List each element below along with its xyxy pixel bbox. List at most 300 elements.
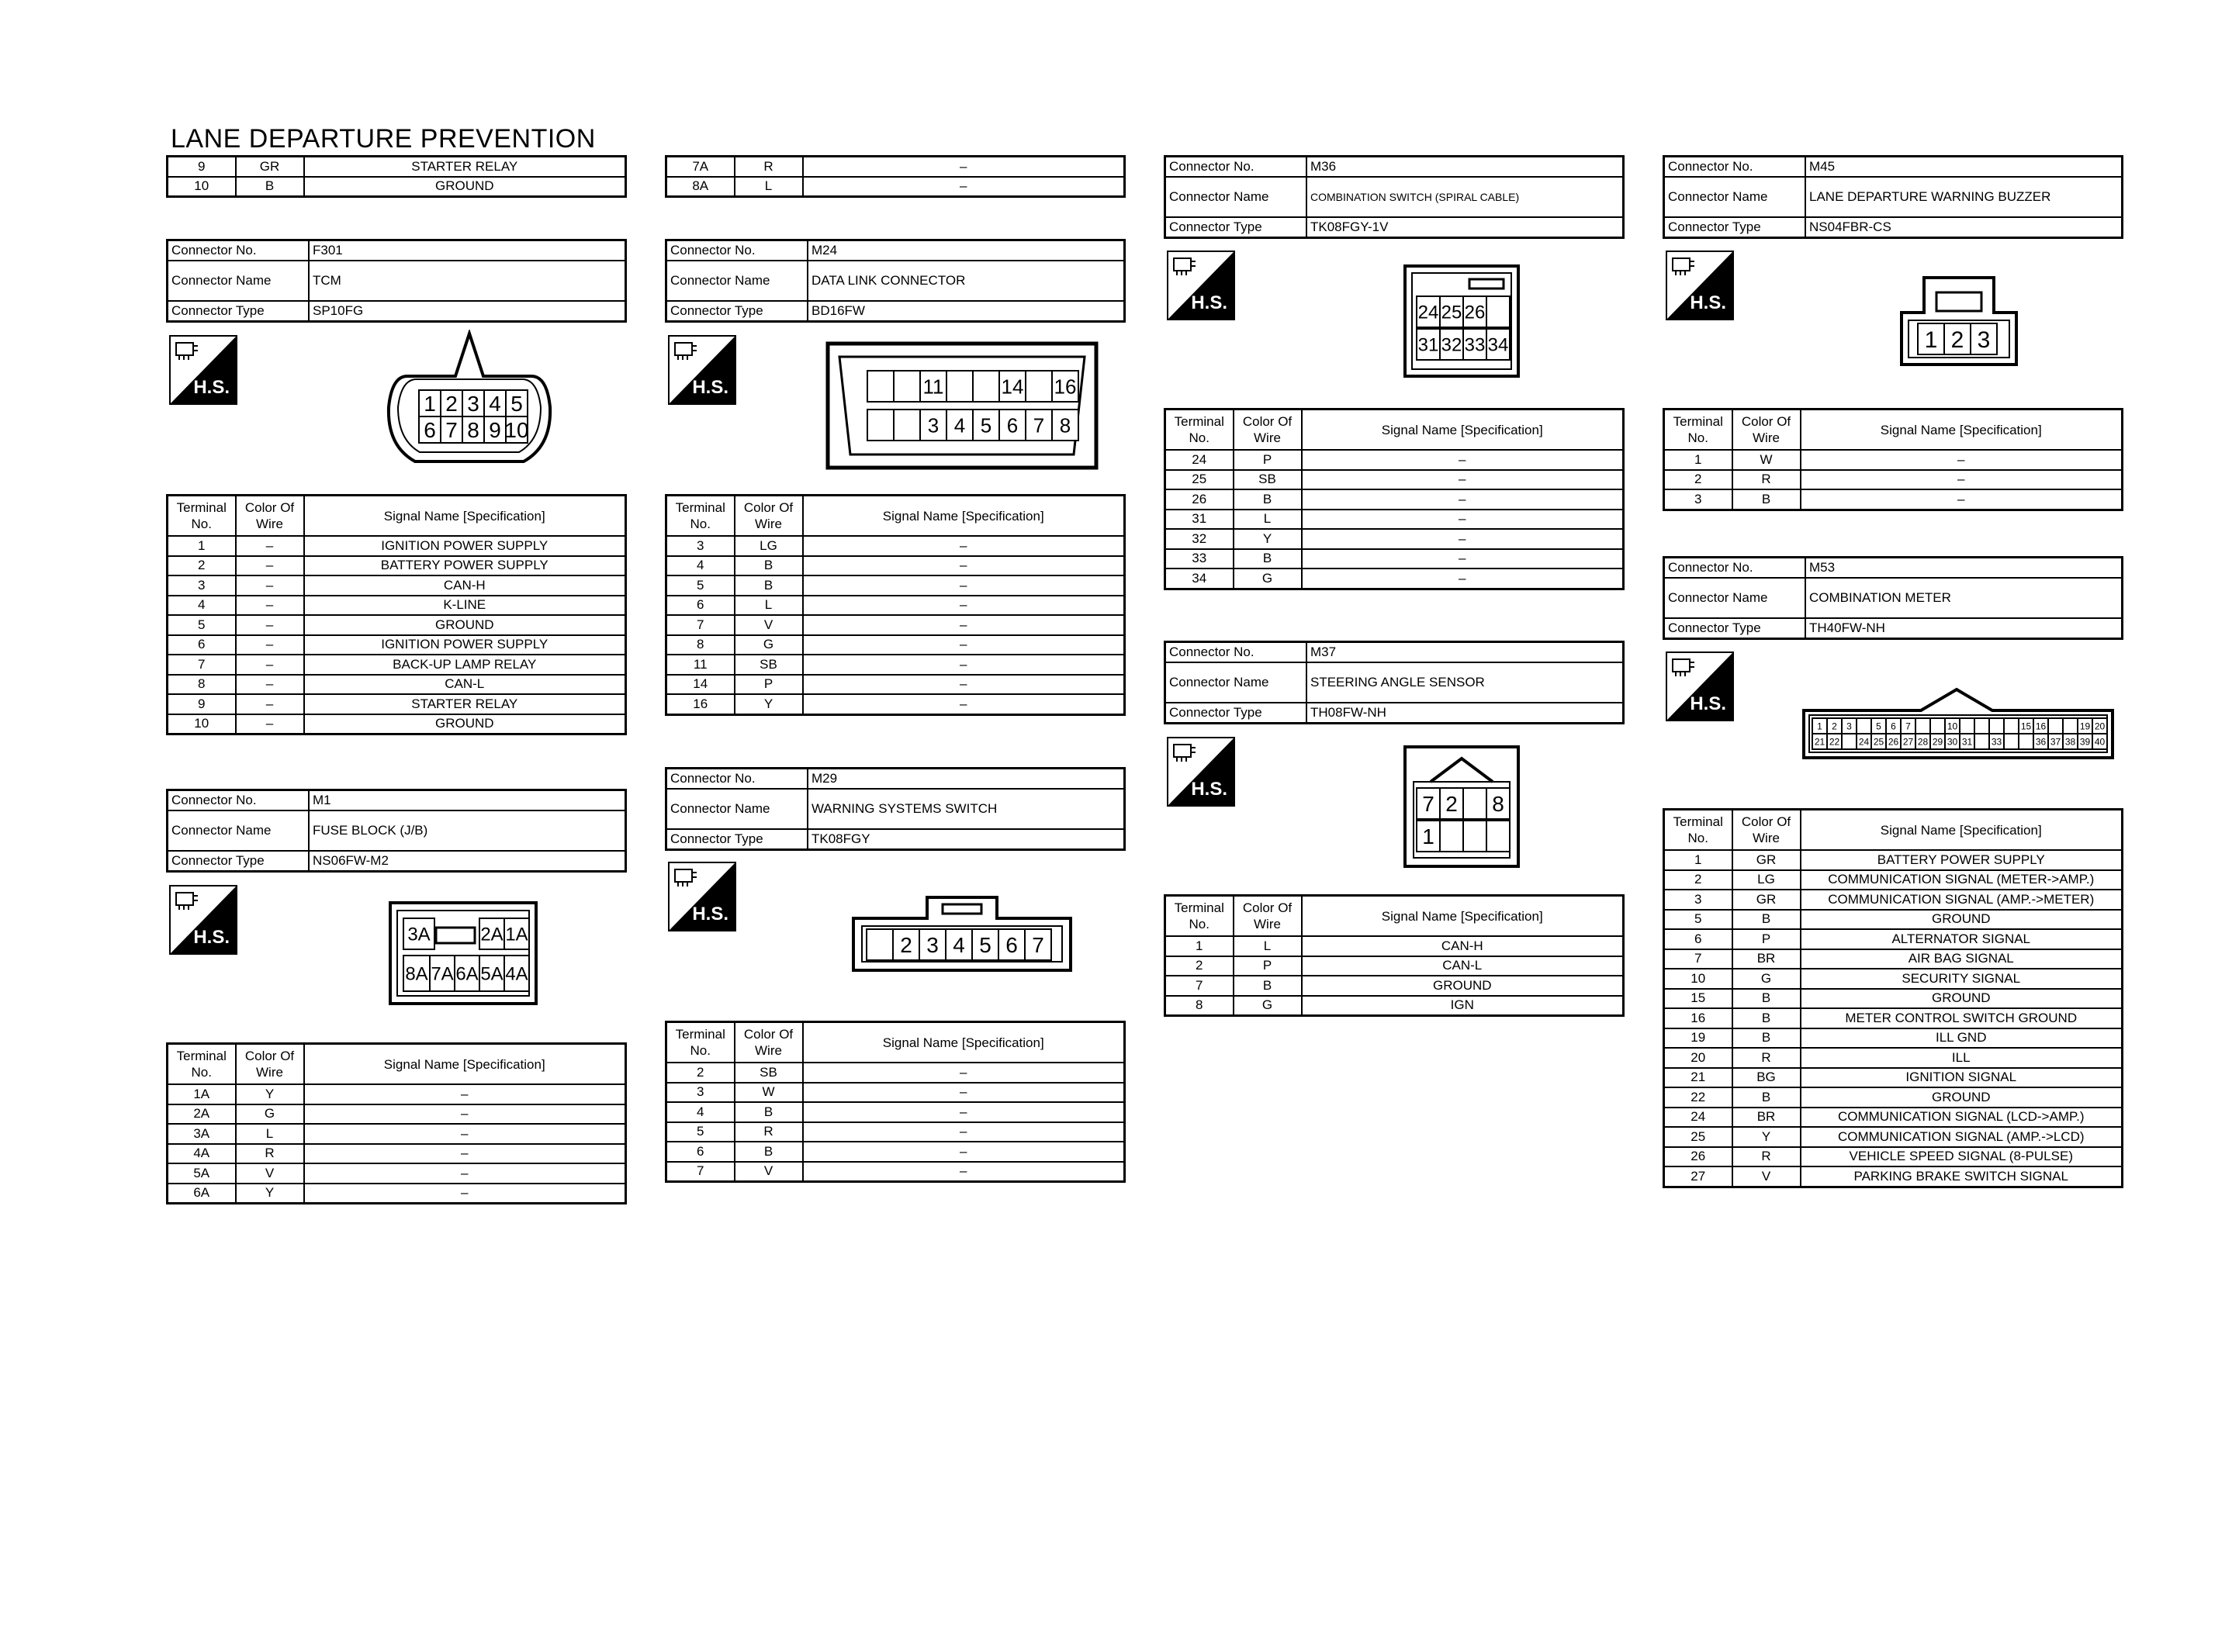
terminal-no-cell: 19 xyxy=(1664,1028,1732,1049)
connector-name-value: STEERING ANGLE SENSOR xyxy=(1306,662,1624,703)
terminal-no-cell: 2 xyxy=(666,1063,735,1083)
pin-label: 5 xyxy=(980,413,992,437)
table-row xyxy=(666,1122,1125,1142)
connector-name-label: Connector Name xyxy=(1664,578,1806,618)
connector-type-label: Connector Type xyxy=(168,851,310,872)
signal-name-cell: – xyxy=(1302,549,1624,569)
signal-name-cell: – xyxy=(803,575,1125,596)
table-row xyxy=(1664,1147,2123,1167)
connector-type-label: Connector Type xyxy=(666,301,808,322)
signal-name-cell: – xyxy=(1302,450,1624,470)
signal-name-cell: METER CONTROL SWITCH GROUND xyxy=(1801,1008,2123,1028)
signal-name-cell: GROUND xyxy=(304,177,626,197)
signal-name-cell: – xyxy=(803,1083,1125,1103)
pin-label: 25 xyxy=(1441,302,1462,323)
connector-name-value: LANE DEPARTURE WARNING BUZZER xyxy=(1805,177,2123,217)
signal-name-cell: IGNITION POWER SUPPLY xyxy=(304,536,626,556)
pin-label: 8 xyxy=(1492,792,1504,817)
table-row xyxy=(1165,529,1624,549)
wire-color-cell: R xyxy=(1732,470,1801,490)
terminal-no-cell: 7 xyxy=(1664,949,1732,969)
signal-name-cell: STARTER RELAY xyxy=(304,694,626,714)
pin-cell xyxy=(1974,734,1989,749)
terminal-no-cell: 7 xyxy=(1165,976,1234,996)
pin-label: 31 xyxy=(1961,736,1973,748)
pin-cell xyxy=(973,371,999,402)
terminal-no-cell: 8A xyxy=(666,177,735,197)
terminal-no-header: Terminal No. xyxy=(1165,410,1234,451)
connector-type-value: TK08FGY xyxy=(808,829,1125,850)
pin-label: 1A xyxy=(505,924,528,945)
signal-name-cell: CAN-H xyxy=(1302,936,1624,956)
m45-connector-face xyxy=(1899,275,2019,367)
wire-color-cell: GR xyxy=(1732,890,1801,910)
pin-label: 26 xyxy=(1464,302,1486,323)
pin-label: 29 xyxy=(1932,736,1943,748)
wire-color-cell: B xyxy=(735,1102,803,1122)
pin-label: 22 xyxy=(1829,736,1840,748)
table-row xyxy=(666,655,1125,675)
terminal-no-cell: 4 xyxy=(666,1102,735,1122)
pin-label: 28 xyxy=(1917,736,1929,748)
wire-color-cell: V xyxy=(236,1163,304,1184)
pin-label: 2 xyxy=(1950,327,1964,353)
wire-color-cell: P xyxy=(735,675,803,695)
pin-label: 14 xyxy=(1001,375,1024,399)
connector-name-value: DATA LINK CONNECTOR xyxy=(808,261,1125,301)
terminal-no-cell: 9 xyxy=(168,694,236,714)
signal-name-cell: COMMUNICATION SIGNAL (METER->AMP.) xyxy=(1801,870,2123,890)
wire-color-cell: V xyxy=(1732,1166,1801,1187)
wire-color-cell: L xyxy=(236,1124,304,1144)
wire-color-cell: – xyxy=(236,556,304,576)
signal-name-cell: COMMUNICATION SIGNAL (AMP.->LCD) xyxy=(1801,1127,2123,1147)
signal-name-cell: – xyxy=(304,1184,626,1204)
terminal-no-cell: 20 xyxy=(1664,1048,1732,1068)
m29-signal-block xyxy=(665,1021,1126,1183)
pin-label: 3 xyxy=(927,413,940,437)
signal-name-cell: GROUND xyxy=(304,615,626,635)
signal-name-cell: – xyxy=(803,655,1125,675)
color-of-wire-header: Color Of Wire xyxy=(735,1022,803,1063)
connector-name-value: COMBINATION SWITCH (SPIRAL CABLE) xyxy=(1306,177,1624,217)
m24-connector-face xyxy=(825,341,1099,470)
wire-color-cell: L xyxy=(735,596,803,616)
connector-f301 xyxy=(166,239,627,323)
pin-label: 10 xyxy=(504,418,529,443)
pin-label: 5 xyxy=(510,392,523,416)
connector-no-value: M53 xyxy=(1805,558,2123,579)
terminal-no-header: Terminal No. xyxy=(1664,410,1732,451)
pin-label: 2A xyxy=(480,924,504,945)
m1-signal-table xyxy=(166,1042,627,1204)
m53-signal-block xyxy=(1663,808,2123,1188)
connector-name-label: Connector Name xyxy=(1664,177,1806,217)
signal-name-cell: – xyxy=(803,157,1125,177)
connector-no-value: M37 xyxy=(1306,642,1624,663)
table-row xyxy=(1165,956,1624,976)
signal-name-header: Signal Name [Specification] xyxy=(803,1022,1125,1063)
terminal-no-cell: 1 xyxy=(1664,450,1732,470)
wire-color-cell: B xyxy=(1732,489,1801,510)
table-row xyxy=(168,635,626,655)
terminal-no-cell: 1 xyxy=(1664,850,1732,870)
connector-m37 xyxy=(1164,641,1625,724)
terminal-no-header: Terminal No. xyxy=(1165,896,1234,937)
table-row xyxy=(168,1184,626,1204)
pin-cell xyxy=(1486,296,1510,327)
pin-label: 33 xyxy=(1991,736,2002,748)
pin-cell xyxy=(894,371,920,402)
table-row xyxy=(666,157,1125,177)
table-row xyxy=(666,575,1125,596)
terminal-no-cell: 33 xyxy=(1165,549,1234,569)
terminal-no-cell: 2 xyxy=(168,556,236,576)
pin-label: 16 xyxy=(2035,721,2047,732)
signal-name-cell: – xyxy=(304,1163,626,1184)
connector-name-label: Connector Name xyxy=(168,261,310,301)
table-row xyxy=(168,1104,626,1125)
wire-color-cell: L xyxy=(1234,936,1302,956)
wire-color-cell: Y xyxy=(1234,529,1302,549)
pin-label: 30 xyxy=(1947,736,1958,748)
terminal-no-cell: 2 xyxy=(1664,870,1732,890)
signal-name-header: Signal Name [Specification] xyxy=(304,496,626,537)
connector-header xyxy=(166,789,627,873)
table-row xyxy=(1664,1127,2123,1147)
pin-cell xyxy=(1486,821,1510,852)
signal-name-cell: – xyxy=(1302,470,1624,490)
pin-label: 3 xyxy=(926,933,939,958)
table-row xyxy=(666,1102,1125,1122)
table-row xyxy=(666,536,1125,556)
connector-type-value: TH08FW-NH xyxy=(1306,703,1624,724)
pin-label: 38 xyxy=(2064,736,2076,748)
terminal-no-cell: 3 xyxy=(666,1083,735,1103)
pin-label: 31 xyxy=(1417,334,1439,356)
connector-name-label: Connector Name xyxy=(168,810,310,851)
table-row xyxy=(1165,510,1624,530)
hs-icon: H.S. xyxy=(668,862,736,931)
table-row xyxy=(1664,910,2123,930)
signal-name-cell: PARKING BRAKE SWITCH SIGNAL xyxy=(1801,1166,2123,1187)
pin-cell xyxy=(1989,718,2004,734)
table-row xyxy=(1165,489,1624,510)
pin-cell xyxy=(1915,718,1930,734)
wire-color-cell: B xyxy=(1732,1028,1801,1049)
signal-name-cell: – xyxy=(803,1162,1125,1182)
pin-label: 1 xyxy=(1817,721,1822,732)
m29-signal-table xyxy=(665,1021,1126,1183)
m36-signal-table xyxy=(1164,408,1625,590)
pin-label: 7 xyxy=(1033,413,1045,437)
pin-label: 6 xyxy=(424,418,436,443)
wire-color-cell: BG xyxy=(1732,1068,1801,1088)
wire-color-cell: Y xyxy=(236,1184,304,1204)
signal-name-cell: GROUND xyxy=(304,714,626,734)
table-row xyxy=(1664,1028,2123,1049)
table-row xyxy=(1664,969,2123,989)
signal-name-cell: – xyxy=(304,1084,626,1104)
pin-label: 24 xyxy=(1417,302,1439,323)
pin-label: 3A xyxy=(407,924,431,945)
connector-type-label: Connector Type xyxy=(1165,703,1307,724)
signal-name-cell: – xyxy=(1801,450,2123,470)
connector-type-value: TK08FGY-1V xyxy=(1306,217,1624,238)
pin-label: 26 xyxy=(1888,736,1899,748)
pin-cell xyxy=(1463,821,1486,852)
f301-continuation xyxy=(166,155,627,198)
connector-header xyxy=(1663,556,2123,640)
terminal-no-cell: 7A xyxy=(666,157,735,177)
terminal-no-cell: 7 xyxy=(168,655,236,675)
pin-label: 7A xyxy=(431,963,454,985)
terminal-no-cell: 3 xyxy=(1664,890,1732,910)
signal-name-cell: VEHICLE SPEED SIGNAL (8-PULSE) xyxy=(1801,1147,2123,1167)
table-row xyxy=(168,694,626,714)
signal-name-header: Signal Name [Specification] xyxy=(1302,896,1624,937)
harness-connector-icon xyxy=(1172,741,1197,763)
table-row xyxy=(666,596,1125,616)
connector-m29 xyxy=(665,767,1126,851)
terminal-no-cell: 1A xyxy=(168,1084,236,1104)
table-row xyxy=(168,575,626,596)
terminal-no-cell: 26 xyxy=(1165,489,1234,510)
wire-color-cell: R xyxy=(1732,1147,1801,1167)
connector-no-label: Connector No. xyxy=(666,240,808,261)
wire-color-cell: – xyxy=(236,575,304,596)
connector-name-value: FUSE BLOCK (J/B) xyxy=(309,810,626,851)
signal-name-cell: CAN-L xyxy=(1302,956,1624,976)
pin-label: 5A xyxy=(480,963,504,985)
connector-header xyxy=(1164,641,1625,724)
pin-label: 5 xyxy=(1876,721,1881,732)
m24-signal-table xyxy=(665,494,1126,716)
table-row xyxy=(666,675,1125,695)
pin-label: 4 xyxy=(953,933,965,958)
m53-signal-table xyxy=(1663,808,2123,1188)
table-row xyxy=(1165,569,1624,589)
connector-no-label: Connector No. xyxy=(1165,642,1307,663)
hs-icon: H.S. xyxy=(1167,737,1235,807)
terminal-no-cell: 2 xyxy=(1664,470,1732,490)
terminal-no-cell: 2 xyxy=(1165,956,1234,976)
pin-label: 1 xyxy=(424,392,436,416)
m29-connector-face xyxy=(851,895,1073,973)
harness-connector-icon xyxy=(1671,255,1696,277)
wire-color-cell: BR xyxy=(1732,1108,1801,1128)
color-of-wire-header: Color Of Wire xyxy=(1234,896,1302,937)
terminal-no-cell: 21 xyxy=(1664,1068,1732,1088)
terminal-no-cell: 24 xyxy=(1664,1108,1732,1128)
table-row xyxy=(168,655,626,675)
terminal-no-cell: 25 xyxy=(1165,470,1234,490)
pin-cell xyxy=(2048,718,2063,734)
pin-cell xyxy=(867,371,894,402)
m36-connector-face xyxy=(1403,262,1521,378)
terminal-no-cell: 11 xyxy=(666,655,735,675)
color-of-wire-header: Color Of Wire xyxy=(1234,410,1302,451)
table-row xyxy=(1664,949,2123,969)
color-of-wire-header: Color Of Wire xyxy=(236,496,304,537)
wire-color-cell: B xyxy=(1234,549,1302,569)
pin-cell xyxy=(867,929,893,960)
terminal-no-cell: 14 xyxy=(666,675,735,695)
pin-cell xyxy=(867,410,894,441)
connector-m36 xyxy=(1164,155,1625,239)
table-row xyxy=(168,177,626,197)
connector-no-value: F301 xyxy=(309,240,626,261)
connector-m1 xyxy=(166,789,627,873)
wire-color-cell: – xyxy=(236,694,304,714)
pin-label: 8 xyxy=(467,418,479,443)
pin-cell xyxy=(1857,718,1871,734)
wire-color-cell: P xyxy=(1234,450,1302,470)
signal-name-cell: – xyxy=(803,177,1125,197)
pin-label: 25 xyxy=(1873,736,1884,748)
pin-label: 34 xyxy=(1487,334,1509,356)
table-row xyxy=(168,714,626,734)
signal-name-cell: CAN-H xyxy=(304,575,626,596)
signal-name-cell: COMMUNICATION SIGNAL (AMP.->METER) xyxy=(1801,890,2123,910)
connector-name-label: Connector Name xyxy=(1165,177,1307,217)
connector-m24 xyxy=(665,239,1126,323)
pin-label: 21 xyxy=(1814,736,1825,748)
connector-name-value: WARNING SYSTEMS SWITCH xyxy=(808,789,1125,829)
wire-color-cell: SB xyxy=(1234,470,1302,490)
terminal-no-cell: 4 xyxy=(168,596,236,616)
pin-label: 3 xyxy=(1977,327,1991,353)
m24-signal-block xyxy=(665,494,1126,716)
connector-type-value: SP10FG xyxy=(309,301,626,322)
terminal-no-cell: 9 xyxy=(168,157,236,177)
pin-label: 33 xyxy=(1464,334,1486,356)
table-row xyxy=(1664,489,2123,510)
pin-cell xyxy=(1440,821,1463,852)
table-row xyxy=(168,556,626,576)
terminal-no-cell: 5 xyxy=(168,615,236,635)
terminal-no-cell: 31 xyxy=(1165,510,1234,530)
harness-connector-icon xyxy=(1172,255,1197,277)
signal-name-cell: BATTERY POWER SUPPLY xyxy=(1801,850,2123,870)
terminal-no-cell: 24 xyxy=(1165,450,1234,470)
terminal-no-cell: 3A xyxy=(168,1124,236,1144)
f301-signal-block xyxy=(166,494,627,735)
terminal-no-header: Terminal No. xyxy=(168,1044,236,1085)
wire-color-cell: P xyxy=(1234,956,1302,976)
table-row xyxy=(168,615,626,635)
signal-name-cell: – xyxy=(1302,529,1624,549)
page-title: LANE DEPARTURE PREVENTION xyxy=(171,124,596,154)
signal-name-cell: GROUND xyxy=(1801,910,2123,930)
connector-header xyxy=(1164,155,1625,239)
table-row xyxy=(1664,1087,2123,1108)
signal-name-header: Signal Name [Specification] xyxy=(304,1044,626,1085)
pin-label: 24 xyxy=(1858,736,1870,748)
terminal-no-cell: 5 xyxy=(1664,910,1732,930)
signal-name-cell: – xyxy=(1801,489,2123,510)
color-of-wire-header: Color Of Wire xyxy=(735,496,803,537)
connector-type-value: NS06FW-M2 xyxy=(309,851,626,872)
signal-name-cell: CAN-L xyxy=(304,675,626,695)
hs-icon: H.S. xyxy=(169,335,237,405)
terminal-no-cell: 6 xyxy=(168,635,236,655)
table-row xyxy=(1165,450,1624,470)
signal-name-header: Signal Name [Specification] xyxy=(1801,410,2123,451)
table-row xyxy=(666,1063,1125,1083)
table-row xyxy=(666,1142,1125,1162)
terminal-no-cell: 15 xyxy=(1664,989,1732,1009)
terminal-no-header: Terminal No. xyxy=(666,1022,735,1063)
signal-name-cell: – xyxy=(803,596,1125,616)
connector-m53 xyxy=(1663,556,2123,640)
wire-color-cell: B xyxy=(1732,1008,1801,1028)
connector-header xyxy=(1663,155,2123,239)
wire-color-cell: W xyxy=(735,1083,803,1103)
wire-color-cell: – xyxy=(236,615,304,635)
signal-name-cell: ILL xyxy=(1801,1048,2123,1068)
pin-label: 36 xyxy=(2035,736,2047,748)
wire-color-cell: L xyxy=(1234,510,1302,530)
signal-name-cell: – xyxy=(803,556,1125,576)
table-row xyxy=(168,1163,626,1184)
terminal-no-header: Terminal No. xyxy=(666,496,735,537)
table-row xyxy=(666,1162,1125,1182)
pin-label: 8 xyxy=(1059,413,1071,437)
harness-connector-icon xyxy=(1671,656,1696,678)
pin-label: 6A xyxy=(455,963,479,985)
wire-color-cell: – xyxy=(236,596,304,616)
wire-color-cell: B xyxy=(735,575,803,596)
signal-name-cell: BATTERY POWER SUPPLY xyxy=(304,556,626,576)
pin-label: 27 xyxy=(1902,736,1914,748)
terminal-no-cell: 5 xyxy=(666,575,735,596)
pin-label: 19 xyxy=(2079,721,2091,732)
signal-name-cell: COMMUNICATION SIGNAL (LCD->AMP.) xyxy=(1801,1108,2123,1128)
connector-no-label: Connector No. xyxy=(666,769,808,790)
signal-name-cell: IGNITION SIGNAL xyxy=(1801,1068,2123,1088)
pin-cell xyxy=(2019,734,2033,749)
continuation-table xyxy=(166,155,627,198)
connector-no-label: Connector No. xyxy=(1664,157,1806,178)
table-row xyxy=(168,1144,626,1164)
f301-signal-table xyxy=(166,494,627,735)
pin-label: 1 xyxy=(1924,327,1938,353)
connector-type-value: NS04FBR-CS xyxy=(1805,217,2123,238)
table-row xyxy=(1664,1108,2123,1128)
signal-name-header: Signal Name [Specification] xyxy=(803,496,1125,537)
table-row xyxy=(1664,870,2123,890)
m36-signal-block xyxy=(1164,408,1625,590)
signal-name-cell: – xyxy=(803,536,1125,556)
pin-label: 7 xyxy=(1032,933,1044,958)
terminal-no-cell: 2A xyxy=(168,1104,236,1125)
connector-no-value: M45 xyxy=(1805,157,2123,178)
wire-color-cell: GR xyxy=(1732,850,1801,870)
signal-name-cell: – xyxy=(803,675,1125,695)
wire-color-cell: – xyxy=(236,536,304,556)
wire-color-cell: SB xyxy=(735,1063,803,1083)
pin-label: 3 xyxy=(1846,721,1852,732)
pin-cell xyxy=(1974,718,1989,734)
table-row xyxy=(168,536,626,556)
signal-name-cell: K-LINE xyxy=(304,596,626,616)
terminal-no-cell: 26 xyxy=(1664,1147,1732,1167)
wire-color-cell: Y xyxy=(1732,1127,1801,1147)
signal-name-cell: – xyxy=(304,1144,626,1164)
wire-color-cell: B xyxy=(1234,489,1302,510)
signal-name-cell: – xyxy=(803,1063,1125,1083)
